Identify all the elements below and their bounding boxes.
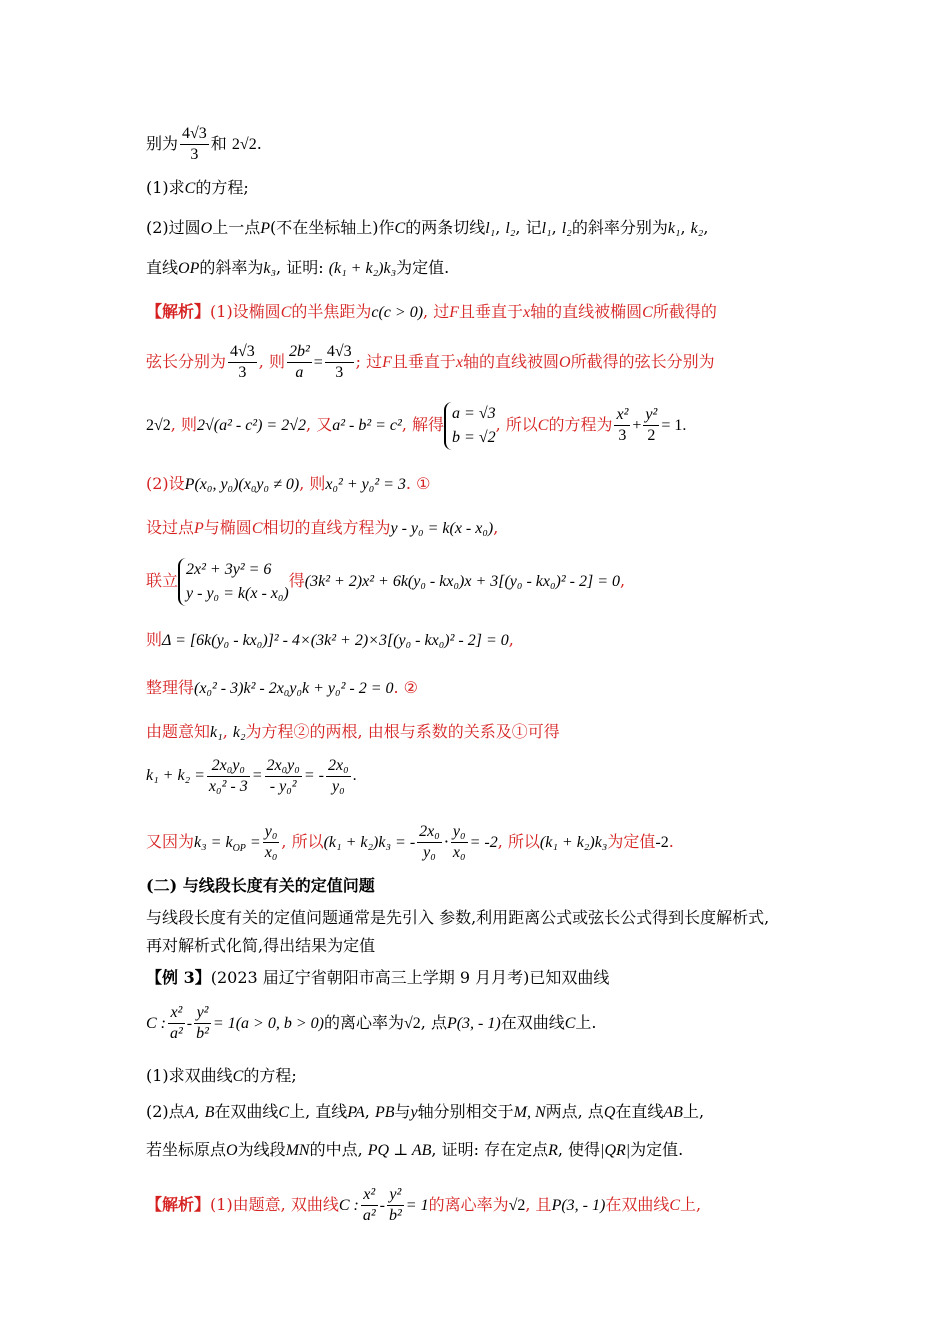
solution-line-2 (146, 340, 890, 385)
text-span: O (559, 354, 571, 371)
text-span: y² (387, 1185, 404, 1206)
text-span: P(3, - 1) (551, 1197, 606, 1214)
text-span: 在双曲线 (500, 1013, 565, 1032)
text-span: = -2 (469, 834, 498, 851)
text-span: , (495, 218, 506, 237)
solution-line-9 (146, 720, 890, 745)
text-span: a = √3 (452, 404, 496, 422)
text-span: , (222, 722, 233, 741)
text-span: 上. (575, 1013, 597, 1032)
solution-line-7 (146, 628, 890, 653)
text-span: y² (643, 405, 659, 426)
text-span: (2023 届辽宁省朝阳市高三上学期 9 月月考)已知双曲线 (210, 968, 610, 987)
section-heading: (二) 与线段长度有关的定值问题 (146, 876, 375, 895)
text-span: x₀ (452, 844, 466, 861)
text-span: + (632, 417, 642, 434)
fraction (265, 756, 302, 797)
text-span: , 解得 (401, 415, 445, 434)
solution-3-line-1 (146, 1180, 890, 1231)
text-span: 2x² + 3y² = 6 (186, 560, 272, 578)
text-span: B (204, 1104, 215, 1121)
text-span: (k₁ + k₂)k₃ (539, 834, 608, 851)
text-span: (2)过圆 (146, 218, 201, 237)
text-span: C (669, 1197, 681, 1214)
text-span: 【例 3】 (146, 968, 211, 987)
text-span: 上, (680, 1195, 702, 1214)
text-span: . (352, 767, 357, 784)
fraction (451, 822, 468, 863)
text-span: (2)设 (146, 474, 185, 493)
text-span: , (703, 218, 709, 237)
text-span: k₁ (667, 220, 681, 237)
text-span: 的斜率为 (199, 258, 264, 277)
text-span: l₁ (485, 220, 496, 237)
text-span: 3 (618, 427, 627, 444)
solution-tag: 【解析】 (146, 302, 211, 321)
text-span: , (680, 218, 691, 237)
text-span: x (455, 354, 463, 371)
text-span: C (278, 1104, 290, 1121)
example-3-equation (146, 998, 890, 1049)
text-span: (k₁ + k₂)k₃ (328, 260, 397, 277)
text-span: a (295, 364, 304, 381)
text-span: = (249, 834, 261, 851)
text-span: C (280, 304, 292, 321)
text-span: - (379, 1197, 385, 1214)
text-span: y₀ (263, 822, 280, 843)
text-span: , (194, 1102, 205, 1121)
text-span: P (194, 520, 204, 537)
text: 和 (210, 134, 227, 153)
text-span: = 1. (661, 417, 687, 434)
text-span: y₀ (451, 822, 468, 843)
text-span: |QR| (600, 1142, 631, 1159)
text-span: l₂ (505, 220, 516, 237)
text-span: , 又 (306, 415, 333, 434)
text-span: 为定值. (396, 258, 450, 277)
text-span: , 证明: (276, 258, 329, 277)
text-span: PB (374, 1104, 395, 1121)
text-span: O (200, 220, 213, 237)
equation-system (444, 402, 496, 450)
text-span: y² (194, 1003, 211, 1024)
text-span: 上, 直线 (289, 1102, 348, 1121)
text-span: AB (663, 1104, 683, 1121)
text: 别为 (146, 134, 179, 153)
text-span: 在双曲线 (605, 1195, 670, 1214)
math: C (184, 180, 196, 197)
text-span: x² (168, 1003, 185, 1024)
text-span: a² (362, 1207, 376, 1224)
text-span: , 则 (299, 474, 326, 493)
text-span: 2√(a² - c²) = 2√2 (196, 417, 307, 434)
text-span: 的方程为 (548, 415, 613, 434)
text-span: 与 (394, 1102, 411, 1121)
text-span: M, N (513, 1104, 546, 1121)
text-span: Δ = [6k(y₀ - kx₀)]² - 4×(3k² + 2)×3[(y₀ - kx₀)² - 2] = 0 (162, 632, 509, 649)
text-span: , (364, 1102, 375, 1121)
text-span: 上一点 (212, 218, 261, 237)
text-span: O (226, 1142, 238, 1159)
text-span: 的中点, (309, 1140, 368, 1159)
text-span: 直线 (146, 258, 179, 277)
text-span: 2b² (287, 342, 312, 363)
text-span: 两点, 点 (545, 1102, 604, 1121)
text-span: x₀² + y₀² = 3 (325, 476, 406, 493)
solution-line-11 (146, 820, 890, 865)
text-span: 2√2 (146, 417, 171, 434)
text-span: 的半焦距为 (291, 302, 372, 321)
problem-part-1 (146, 176, 890, 201)
text-span: a² (170, 1025, 183, 1042)
example-3-part-2 (146, 1100, 890, 1125)
text-span: , 所以 (281, 832, 324, 851)
text-span: 所截得的 (652, 302, 717, 321)
text-span: ; 过 (355, 352, 383, 371)
text-span: , (493, 518, 499, 537)
text-span: (k₁ + k₂)k₃ = - (323, 834, 416, 851)
text-span: . (668, 832, 674, 851)
text-span: l₂ (561, 220, 572, 237)
text-span: √2 (403, 1015, 421, 1032)
text-span: 又因为 (146, 832, 195, 851)
text-span: A (184, 1104, 195, 1121)
problem-line-1 (146, 124, 890, 165)
text-span: , (508, 630, 514, 649)
text-span: C (394, 220, 406, 237)
text-span: 的斜率分别为 (571, 218, 668, 237)
fraction (387, 1185, 404, 1226)
text-span: (1)设椭圆 (210, 302, 281, 321)
text-span: C (642, 304, 653, 321)
text-span: · (443, 832, 449, 851)
text-span: = (313, 354, 323, 371)
fraction (207, 756, 250, 797)
text-span: y (410, 1104, 418, 1121)
text-span: 得 (288, 571, 305, 590)
math: 2√2 (231, 136, 257, 153)
text-span: C (251, 520, 263, 537)
text-span: MN (285, 1142, 310, 1159)
text-span: P(3, - 1) (446, 1015, 501, 1032)
text-span: b = √2 (452, 428, 496, 446)
fraction (417, 822, 442, 863)
text-span: k₃ (263, 260, 277, 277)
text-span: . ① (405, 474, 431, 493)
text-span: k₂ (232, 724, 246, 741)
text-span: l₁ (541, 220, 552, 237)
text-span: 且垂直于 (459, 302, 524, 321)
text-span: . ② (393, 678, 419, 697)
text-span: 轴分别相交于 (417, 1102, 514, 1121)
text-span: b² (388, 1207, 402, 1224)
problem-part-2-cont (146, 256, 890, 281)
text-span: , (551, 218, 562, 237)
text-span: 3 (335, 364, 344, 381)
fraction (228, 342, 257, 383)
text-span: k₂ (690, 220, 704, 237)
example-3-heading (146, 966, 890, 990)
solution-line-8 (146, 676, 890, 701)
text-span: 【解析】 (146, 1195, 211, 1214)
text-span: , 则 (170, 415, 197, 434)
text-span: PQ ⊥ AB (367, 1142, 432, 1159)
problem-part-2 (146, 216, 890, 241)
text-span: 与椭圆 (203, 518, 252, 537)
text-span: 在双曲线 (214, 1102, 279, 1121)
text-span: 所截得的弦长分别为 (570, 352, 715, 371)
example-3-part-1 (146, 1064, 890, 1089)
text-span: x² (614, 405, 630, 426)
text-span: C (564, 1015, 576, 1032)
text-span: Q (603, 1104, 616, 1121)
text-span: PA (347, 1104, 365, 1121)
text-span: 的两条切线 (405, 218, 486, 237)
text: 的方程; (195, 178, 249, 197)
solution-line-3 (146, 400, 890, 451)
text-span: 为方程②的两根, 由根与系数的关系及①可得 (245, 722, 560, 741)
equation-system (178, 558, 289, 606)
fraction (287, 342, 312, 383)
text-span: 4√3 (180, 124, 209, 145)
fraction (263, 822, 280, 863)
text-span: OP (178, 260, 200, 277)
text-span: 3 (190, 146, 199, 163)
text-span: C : (146, 1015, 166, 1032)
text-span: 弦长分别为 (146, 352, 227, 371)
text-span: (3k² + 2)x² + 6k(y₀ - kx₀)x + 3[(y₀ - kx₀)² - 2] = 0 (304, 573, 621, 590)
text: (1)求 (146, 178, 185, 197)
text-span: 上, (682, 1102, 705, 1121)
solution-line-5 (146, 516, 890, 541)
text-span: c(c > 0) (371, 304, 424, 321)
example-3-part-2-cont (146, 1138, 890, 1163)
text-span: 的离心率为 (323, 1013, 404, 1032)
text-span: 为线段 (237, 1140, 286, 1159)
text-span: - y₀² (269, 777, 297, 795)
text-span: a² - b² = c² (332, 417, 402, 434)
solution-line-10 (146, 752, 890, 800)
text-span: , 过 (423, 302, 450, 321)
text-span: F (382, 354, 392, 371)
text-span: P (260, 220, 271, 237)
text-span: , 且 (525, 1195, 552, 1214)
fraction (643, 405, 659, 446)
text-span: -2 (655, 834, 669, 851)
solution-line-6 (146, 556, 890, 607)
text-span: 2x₀ (326, 756, 351, 777)
text-span: 联立 (146, 571, 179, 590)
text-span: C (232, 1068, 244, 1085)
fraction (194, 1003, 211, 1044)
text: . (256, 134, 262, 153)
text-span: y₀ (331, 777, 345, 795)
text-span: 由题意知 (146, 722, 211, 741)
text-span: C : (338, 1197, 359, 1214)
text-span: √2 (508, 1197, 526, 1214)
text-span: = - (303, 767, 324, 784)
text-span: , 记 (515, 218, 542, 237)
text-span: P(x₀, y₀)(x₀y₀ ≠ 0) (184, 476, 300, 493)
paragraph-line-2: 再对解析式化简,得出结果为定值 (146, 936, 376, 955)
text-span: 2 (647, 427, 656, 444)
solution-line-1 (146, 300, 890, 325)
text-span: OP (232, 843, 246, 855)
text-span: = (251, 767, 263, 784)
text-span: = 1(a > 0, b > 0) (212, 1015, 324, 1032)
text-span: 2x₀y₀ (265, 756, 302, 777)
text-span: C (537, 417, 549, 434)
text-span: 4√3 (228, 342, 257, 363)
fraction (614, 405, 630, 446)
text-span: , 则 (258, 352, 285, 371)
text-span: y₀ (423, 844, 436, 861)
text-span: , 所以 (497, 832, 540, 851)
text-span: (1)由题意, 双曲线 (210, 1195, 339, 1214)
text-span: (x₀² - 3)k² - 2x₀y₀k + y₀² - 2 = 0 (194, 680, 394, 697)
text-span: 为定值 (607, 832, 656, 851)
text-span: k₁ + k₂ = (146, 767, 205, 784)
text-span: 轴的直线被椭圆 (530, 302, 643, 321)
paragraph-line-1: 与线段长度有关的定值问题通常是先引入 参数,利用距离公式或弦长公式得到长度解析式, (146, 908, 770, 927)
text-span: 轴的直线被圆 (462, 352, 559, 371)
fraction (168, 1003, 185, 1044)
text-span: 2x₀y₀ (207, 756, 250, 777)
fraction (361, 1185, 378, 1226)
text-span: (2)点 (146, 1102, 185, 1121)
text-span: y - y₀ = k(x - x₀) (186, 584, 289, 602)
text-span: 的离心率为 (428, 1195, 509, 1214)
text-span: y - y₀ = k(x - x₀) (390, 520, 494, 537)
text-span: k₃ = k (194, 834, 233, 851)
text-span: 相切的直线方程为 (262, 518, 391, 537)
text-span: , 点 (420, 1013, 447, 1032)
text-span: = 1 (405, 1197, 429, 1214)
text-span: 3 (238, 364, 247, 381)
text-span: , 所以 (495, 415, 538, 434)
text-span: , 使得 (557, 1140, 601, 1159)
text-span: x² (361, 1185, 378, 1206)
text-span: (不在坐标轴上)作 (270, 218, 395, 237)
text-span: x (523, 304, 531, 321)
fraction (325, 342, 354, 383)
fraction (180, 124, 209, 165)
text-span: , (620, 571, 626, 590)
text-span: F (449, 304, 459, 321)
text-span: 4√3 (325, 342, 354, 363)
text-span: x₀ (264, 844, 278, 861)
text-span: 且垂直于 (391, 352, 456, 371)
text-span: k₁ (210, 724, 223, 741)
text-span: , 证明: 存在定点 (431, 1140, 549, 1159)
text-span: 2x₀ (417, 822, 442, 843)
solution-line-4 (146, 472, 890, 497)
text-span: 整理得 (146, 678, 195, 697)
text-span: 的方程; (243, 1066, 297, 1085)
text-span: 设过点 (146, 518, 195, 537)
text-span: b² (196, 1025, 209, 1042)
text-span: 若坐标原点 (146, 1140, 227, 1159)
fraction (326, 756, 351, 797)
text-span: - (186, 1015, 193, 1032)
text-span: (1)求双曲线 (146, 1066, 233, 1085)
text-span: 为定值. (630, 1140, 684, 1159)
text-span: 则 (146, 630, 163, 649)
text-span: R (548, 1142, 558, 1159)
text-span: x₀² - 3 (208, 777, 248, 795)
text-span: 在直线 (615, 1102, 664, 1121)
